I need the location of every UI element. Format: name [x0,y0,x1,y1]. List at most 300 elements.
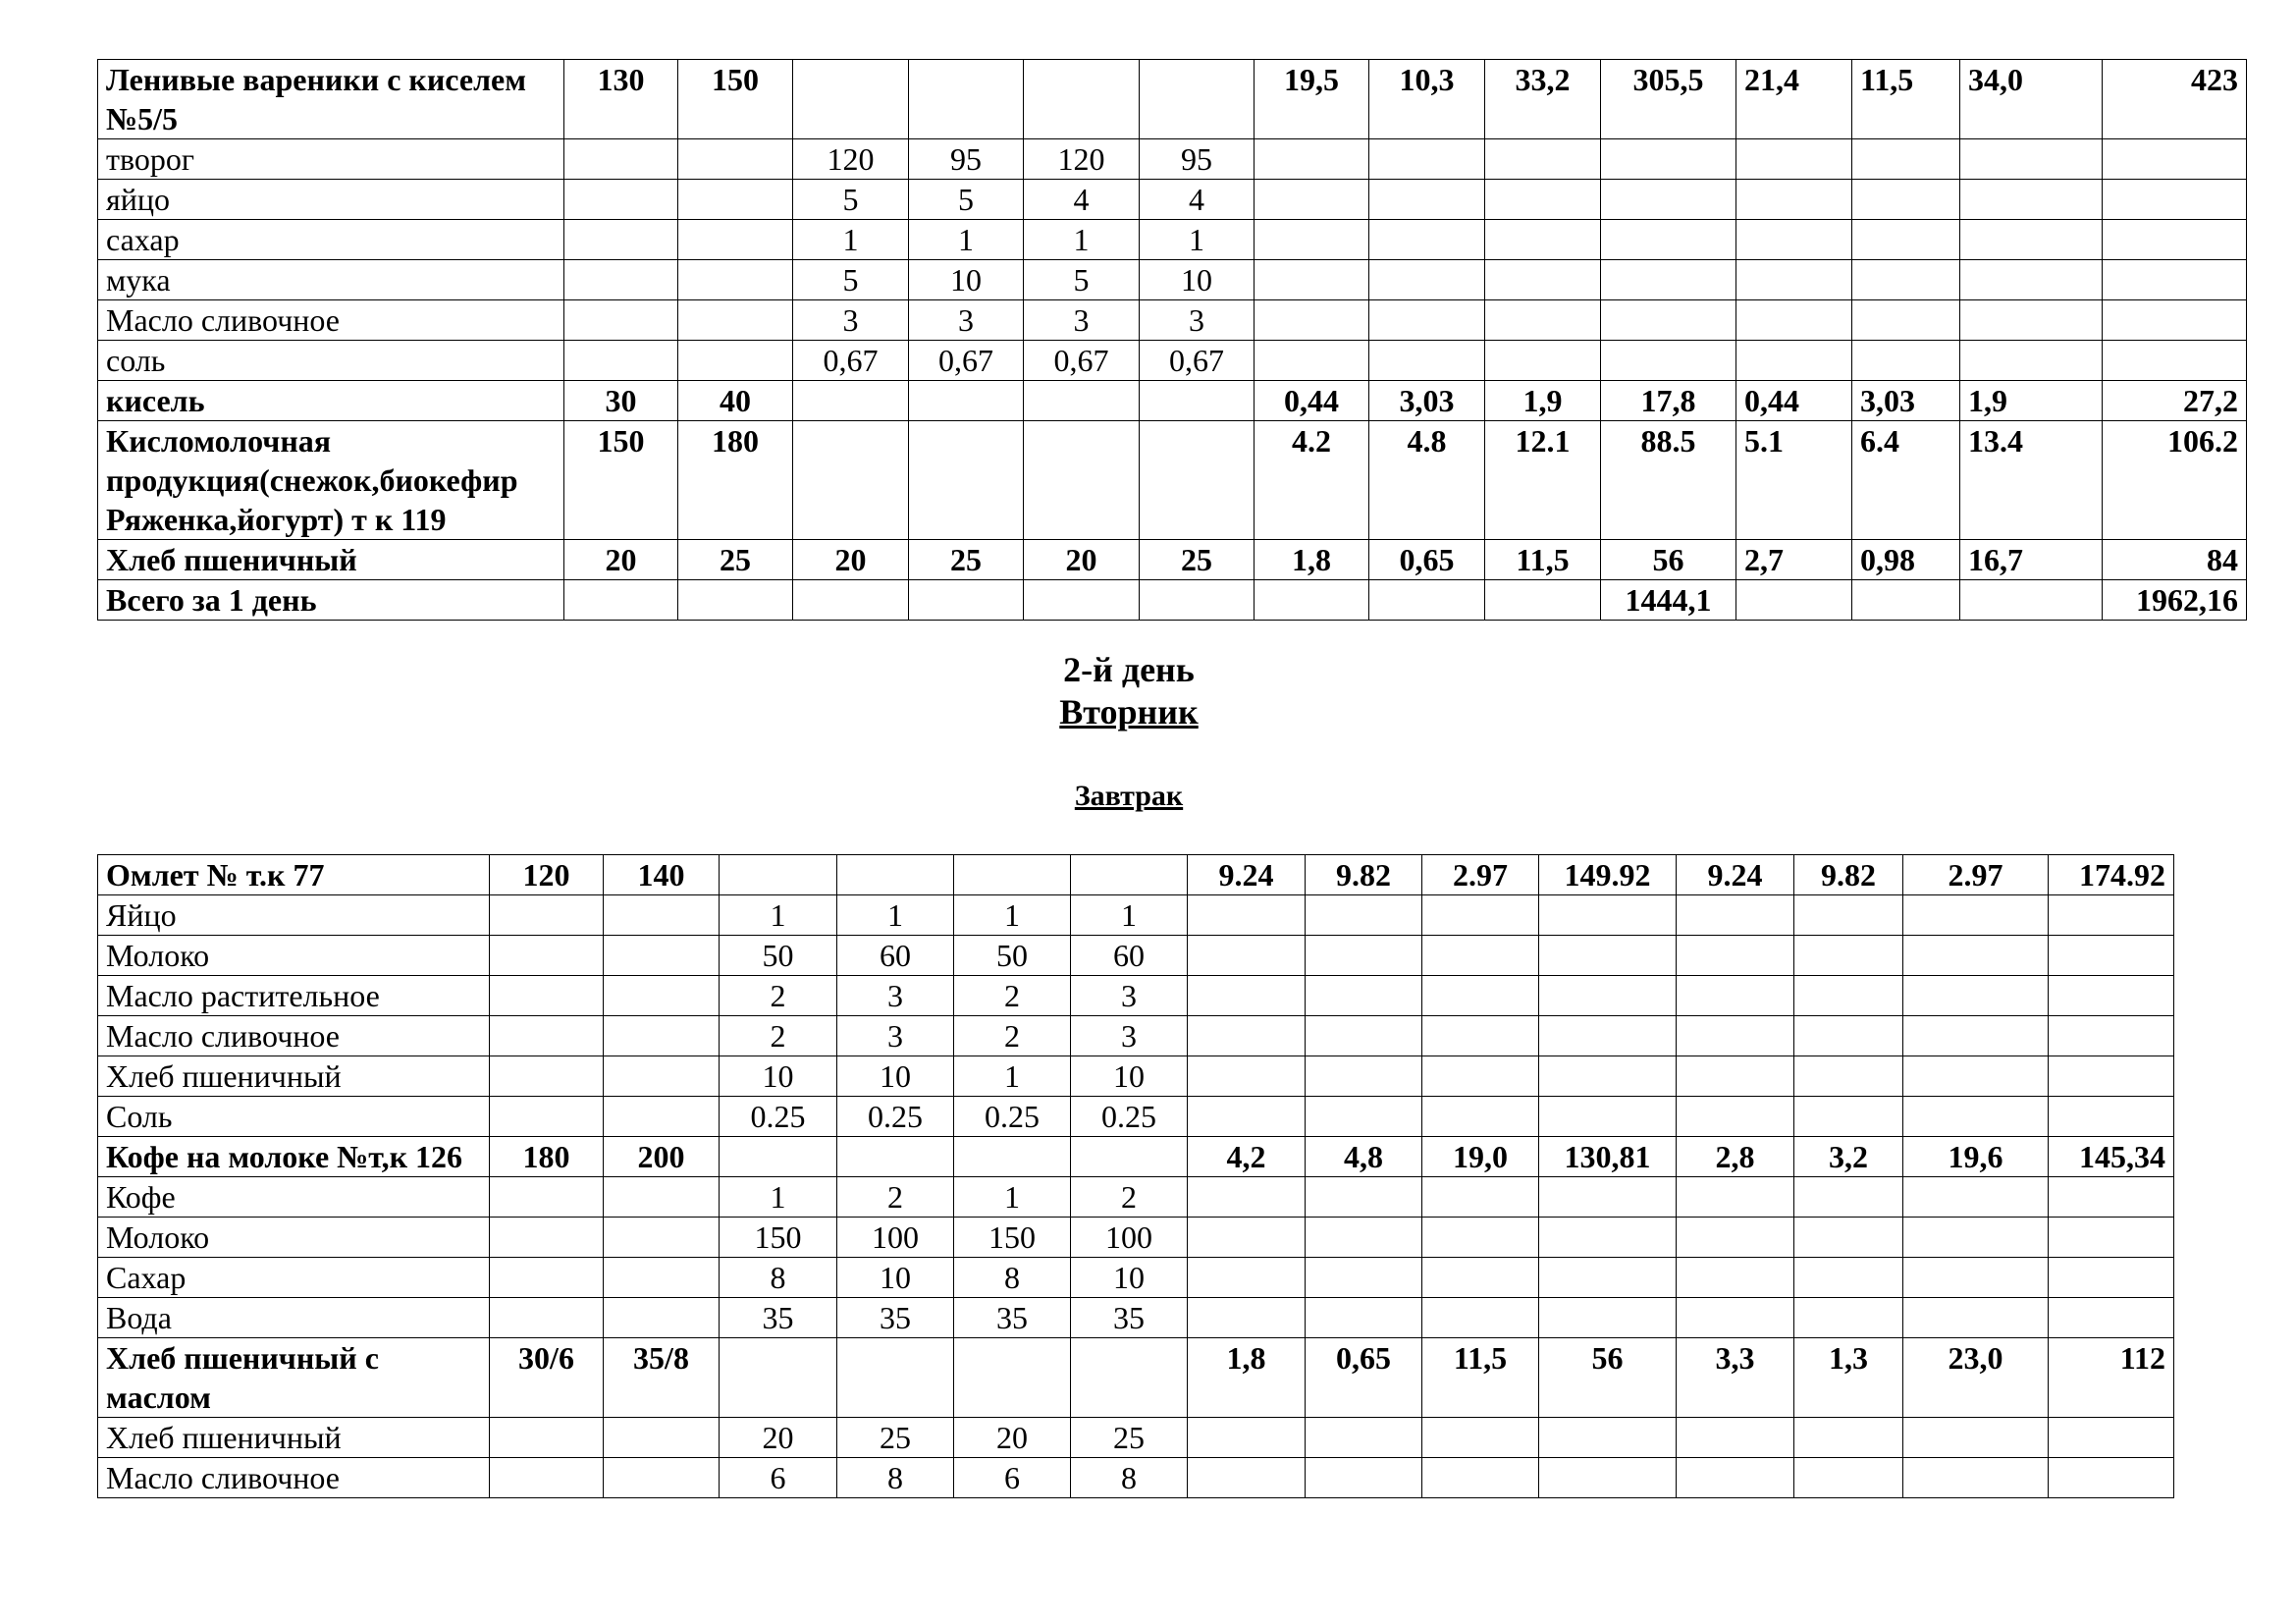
table-cell [1539,1177,1677,1218]
table-cell [1794,1097,1903,1137]
table-cell [1422,895,1539,936]
table-row [98,1338,2174,1418]
table-cell: 5.1 [1736,421,1852,540]
table-row [98,1458,2174,1498]
table-cell [909,381,1024,421]
table-cell [1677,976,1794,1016]
table-cell [1140,381,1255,421]
table-cell [2049,1258,2174,1298]
table-cell: 5 [1024,260,1140,300]
table-cell [720,1137,837,1177]
table-cell [1794,976,1903,1016]
table-cell: 1 [1071,895,1188,936]
table-cell: 56 [1539,1338,1677,1418]
table-cell: 149.92 [1539,855,1677,895]
table-cell [2103,220,2247,260]
table-cell [1306,976,1422,1016]
table-cell [1485,180,1601,220]
table-cell: 0,67 [1140,341,1255,381]
table-cell [1539,1097,1677,1137]
table-cell: 84 [2103,540,2247,580]
table-cell [954,1137,1071,1177]
table-cell [1677,1177,1794,1218]
table-cell: 1 [1024,220,1140,260]
table-cell [1960,300,2103,341]
table-cell [1485,220,1601,260]
table-cell: 130 [564,60,678,139]
table-cell [1188,976,1306,1016]
table-cell [1539,1258,1677,1298]
table-cell [1255,260,1369,300]
table-cell [604,1458,720,1498]
dish-name-cell: Масло сливочное [98,300,564,341]
table-cell [1422,1016,1539,1056]
table-cell: 56 [1601,540,1736,580]
table-cell [1852,300,1960,341]
table-row [98,300,2247,341]
dish-name-cell: Вода [98,1298,490,1338]
table-cell: 0.25 [1071,1097,1188,1137]
table-cell [1960,220,2103,260]
table-cell: 4 [1024,180,1140,220]
table-cell: 0.25 [954,1097,1071,1137]
table-cell: 0.25 [720,1097,837,1137]
table-cell: 0,65 [1306,1338,1422,1418]
table-cell: 150 [678,60,793,139]
table-row [98,1097,2174,1137]
table-cell: 25 [678,540,793,580]
table-cell [1601,341,1736,381]
table-cell [793,60,909,139]
table-cell [1677,1418,1794,1458]
table-cell [1188,1298,1306,1338]
table-cell: 3 [837,976,954,1016]
table-cell [2049,1298,2174,1338]
table-cell [1794,1016,1903,1056]
table-row [98,180,2247,220]
table-cell: 10 [720,1056,837,1097]
table-row [98,1056,2174,1097]
table-cell [490,936,604,976]
table-cell: 8 [837,1458,954,1498]
table-cell: 140 [604,855,720,895]
table-cell [1539,936,1677,976]
table-cell [490,1258,604,1298]
table-cell: 10 [1071,1056,1188,1097]
table-cell: 11,5 [1485,540,1601,580]
table-cell: 2 [1071,1177,1188,1218]
table-cell [1903,1097,2049,1137]
table-row [98,1418,2174,1458]
dish-name-cell: Соль [98,1097,490,1137]
table-cell [604,1056,720,1097]
table-cell: 30 [564,381,678,421]
table-cell [1539,1056,1677,1097]
dish-name-cell: Масло сливочное [98,1016,490,1056]
table-cell [2049,976,2174,1016]
table-cell: 2 [954,1016,1071,1056]
table-cell [1903,1177,2049,1218]
table-cell: 30/6 [490,1338,604,1418]
table-cell [1188,1177,1306,1218]
dish-name-cell: Омлет № т.к 77 [98,855,490,895]
meal-title: Завтрак [1074,780,1184,812]
table-row [98,139,2247,180]
day-name: Вторник [1059,692,1199,731]
table-cell [909,421,1024,540]
table-cell: 8 [1071,1458,1188,1498]
table-cell: 21,4 [1736,60,1852,139]
table-cell [1852,180,1960,220]
table-cell: 12.1 [1485,421,1601,540]
table-cell [1422,1056,1539,1097]
dish-name-cell: Хлеб пшеничный [98,1056,490,1097]
table-cell: 2.97 [1903,855,2049,895]
dish-name-cell: Хлеб пшеничный [98,1418,490,1458]
table-cell [2103,180,2247,220]
table-cell [1422,1177,1539,1218]
table-cell [1369,300,1485,341]
table-cell [1024,60,1140,139]
table-cell [1422,976,1539,1016]
table-row [98,1137,2174,1177]
table-cell: 4,2 [1188,1137,1306,1177]
table-cell [1255,580,1369,621]
table-cell [1736,580,1852,621]
table-cell [490,1298,604,1338]
table-cell: 3 [909,300,1024,341]
table-cell: 3,03 [1852,381,1960,421]
table-cell [490,976,604,1016]
table-cell: 50 [954,936,1071,976]
table-row [98,540,2247,580]
table-cell [604,936,720,976]
table-cell: 6 [720,1458,837,1498]
table-cell: 174.92 [2049,855,2174,895]
table-cell [1677,1298,1794,1338]
table-cell [2103,300,2247,341]
table-cell [1960,139,2103,180]
table-cell [1903,976,2049,1016]
table-cell [1601,139,1736,180]
table-cell: 0.25 [837,1097,954,1137]
table-cell [909,60,1024,139]
table-row [98,1298,2174,1338]
dish-name-cell: Кисломолочная продукция(снежок,биокефир Ряженка,йогурт) т к 119 [98,421,564,540]
table-cell: 35 [837,1298,954,1338]
table-cell [1188,1218,1306,1258]
table-cell: 1 [954,1056,1071,1097]
table-cell: 1 [954,895,1071,936]
table-cell [1852,220,1960,260]
table-cell: 20 [564,540,678,580]
table-cell [1794,1177,1903,1218]
table-cell [2049,1016,2174,1056]
table-cell [793,381,909,421]
table-cell [1024,580,1140,621]
table-cell [2049,1097,2174,1137]
table-cell [1794,936,1903,976]
table-cell [604,1218,720,1258]
table-cell [1306,1418,1422,1458]
menu-table-day-1 [97,59,2247,621]
dish-name-cell: Ленивые вареники с киселем №5/5 [98,60,564,139]
table-row [98,341,2247,381]
table-cell: 3 [1024,300,1140,341]
table-cell: 423 [2103,60,2247,139]
table-cell [2049,1177,2174,1218]
dish-name-cell: Кофе [98,1177,490,1218]
table-cell [490,1418,604,1458]
table-cell [1071,855,1188,895]
table-cell [1539,1458,1677,1498]
table-cell [678,139,793,180]
table-cell [1188,1458,1306,1498]
table-cell [1422,1298,1539,1338]
table-cell: 35 [954,1298,1071,1338]
table-cell [1255,180,1369,220]
table-cell: 1 [720,1177,837,1218]
table-row [98,1177,2174,1218]
table-cell: 1 [954,1177,1071,1218]
table-cell: 40 [678,381,793,421]
table-cell [837,855,954,895]
table-cell: 8 [720,1258,837,1298]
table-cell: 120 [1024,139,1140,180]
table-cell [909,580,1024,621]
table-cell [1736,300,1852,341]
table-cell: 60 [1071,936,1188,976]
dish-name-cell: яйцо [98,180,564,220]
table-cell [1140,421,1255,540]
dish-name-cell: сахар [98,220,564,260]
table-cell: 0,44 [1255,381,1369,421]
table-row [98,895,2174,936]
table-cell [1485,300,1601,341]
table-cell: 60 [837,936,954,976]
table-cell [1369,341,1485,381]
table-cell [1369,260,1485,300]
table-cell: 130,81 [1539,1137,1677,1177]
table-cell [1422,1458,1539,1498]
table-cell [1903,895,2049,936]
table-cell [1422,936,1539,976]
table-cell: 0,44 [1736,381,1852,421]
table-cell: 150 [720,1218,837,1258]
table-cell [490,1056,604,1097]
table-cell: 150 [954,1218,1071,1258]
table-cell [1960,580,2103,621]
table-cell: 25 [1140,540,1255,580]
day-title: 2-й день [1063,650,1195,689]
table-cell [604,1298,720,1338]
table-cell [1736,180,1852,220]
table-cell [1306,1056,1422,1097]
table-cell: 25 [1071,1418,1188,1458]
table-cell: 0,67 [909,341,1024,381]
table-cell [1794,1298,1903,1338]
table-cell [1140,580,1255,621]
table-cell [2049,936,2174,976]
table-cell: 11,5 [1852,60,1960,139]
table-cell: 2 [720,976,837,1016]
table-cell [1422,1218,1539,1258]
table-cell [2049,1458,2174,1498]
table-cell [2049,895,2174,936]
table-cell [2049,1418,2174,1458]
table-cell [2103,260,2247,300]
table-cell [1677,895,1794,936]
table-cell: 27,2 [2103,381,2247,421]
table-cell [1539,976,1677,1016]
table-cell: 10 [909,260,1024,300]
table-row [98,421,2247,540]
dish-name-cell: Масло растительное [98,976,490,1016]
table-cell: 4.8 [1369,421,1485,540]
table-row [98,855,2174,895]
table-cell [1601,180,1736,220]
table-cell [604,1097,720,1137]
table-cell: 5 [793,180,909,220]
table-cell: 35/8 [604,1338,720,1418]
table-cell [1306,1177,1422,1218]
table-cell [1255,220,1369,260]
table-cell [1903,1258,2049,1298]
table-cell: 0,67 [1024,341,1140,381]
table-row [98,580,2247,621]
table-cell: 50 [720,936,837,976]
table-cell [1903,1458,2049,1498]
table-cell [1736,139,1852,180]
table-cell [564,300,678,341]
table-cell: 150 [564,421,678,540]
table-cell [1539,1298,1677,1338]
table-cell [1306,1097,1422,1137]
table-cell: 120 [793,139,909,180]
table-cell [1677,1097,1794,1137]
table-cell: 1 [837,895,954,936]
table-cell: 95 [1140,139,1255,180]
dish-name-cell: Сахар [98,1258,490,1298]
dish-name-cell: Яйцо [98,895,490,936]
table-cell [1485,341,1601,381]
table-cell [1677,936,1794,976]
table-row [98,381,2247,421]
table-cell [1188,1258,1306,1298]
table-cell: 2,8 [1677,1137,1794,1177]
table-cell [1306,1016,1422,1056]
table-cell [490,1458,604,1498]
table-cell [1369,580,1485,621]
table-cell [1677,1056,1794,1097]
table-cell: 1 [720,895,837,936]
table-cell [604,1016,720,1056]
table-cell: 3 [793,300,909,341]
table-cell: 1 [1140,220,1255,260]
table-cell [1485,139,1601,180]
table-cell: 3,2 [1794,1137,1903,1177]
dish-name-cell: Всего за 1 день [98,580,564,621]
table-cell [1306,1258,1422,1298]
table-cell [720,1338,837,1418]
table-cell: 2 [954,976,1071,1016]
table-cell: 10 [1071,1258,1188,1298]
table-cell [1188,1097,1306,1137]
table-cell: 88.5 [1601,421,1736,540]
table-cell: 1 [909,220,1024,260]
table-cell: 2,7 [1736,540,1852,580]
table-cell [1306,1298,1422,1338]
table-row [98,976,2174,1016]
table-cell: 4.2 [1255,421,1369,540]
table-cell [1903,1016,2049,1056]
dish-name-cell: Масло сливочное [98,1458,490,1498]
table-cell [1255,341,1369,381]
table-cell [1188,1016,1306,1056]
table-cell: 9.82 [1794,855,1903,895]
table-cell [1539,1016,1677,1056]
table-cell: 23,0 [1903,1338,2049,1418]
table-row [98,936,2174,976]
table-cell [604,1177,720,1218]
table-cell [1071,1137,1188,1177]
table-cell: 2 [837,1177,954,1218]
table-cell [1188,895,1306,936]
table-cell [2103,341,2247,381]
table-cell [1852,260,1960,300]
table-cell: 35 [1071,1298,1188,1338]
table-cell [720,855,837,895]
table-cell: 10 [837,1258,954,1298]
table-cell: 200 [604,1137,720,1177]
table-cell: 20 [1024,540,1140,580]
table-row [98,1016,2174,1056]
dish-name-cell: соль [98,341,564,381]
table-cell: 305,5 [1601,60,1736,139]
table-cell: 25 [909,540,1024,580]
table-cell [1024,421,1140,540]
table-cell [678,300,793,341]
table-cell: 13.4 [1960,421,2103,540]
table-cell [1306,1218,1422,1258]
table-cell [1369,180,1485,220]
table-cell: 25 [837,1418,954,1458]
table-cell [837,1137,954,1177]
table-cell: 6.4 [1852,421,1960,540]
table-cell [1422,1258,1539,1298]
table-cell: 0,67 [793,341,909,381]
table-row [98,260,2247,300]
table-cell: 106.2 [2103,421,2247,540]
table-cell: 20 [720,1418,837,1458]
table-cell: 19,6 [1903,1137,2049,1177]
table-cell: 5 [793,260,909,300]
table-cell [1677,1218,1794,1258]
table-cell: 3 [837,1016,954,1056]
dish-name-cell: Молоко [98,1218,490,1258]
table-cell: 100 [837,1218,954,1258]
table-cell: 1,3 [1794,1338,1903,1418]
table-cell: 19,5 [1255,60,1369,139]
table-cell [1960,341,2103,381]
dish-name-cell: Молоко [98,936,490,976]
table-cell [1903,1218,2049,1258]
table-cell [1903,1418,2049,1458]
table-cell: 19,0 [1422,1137,1539,1177]
table-cell [1852,139,1960,180]
table-cell: 9.82 [1306,855,1422,895]
table-cell: 1,9 [1960,381,2103,421]
